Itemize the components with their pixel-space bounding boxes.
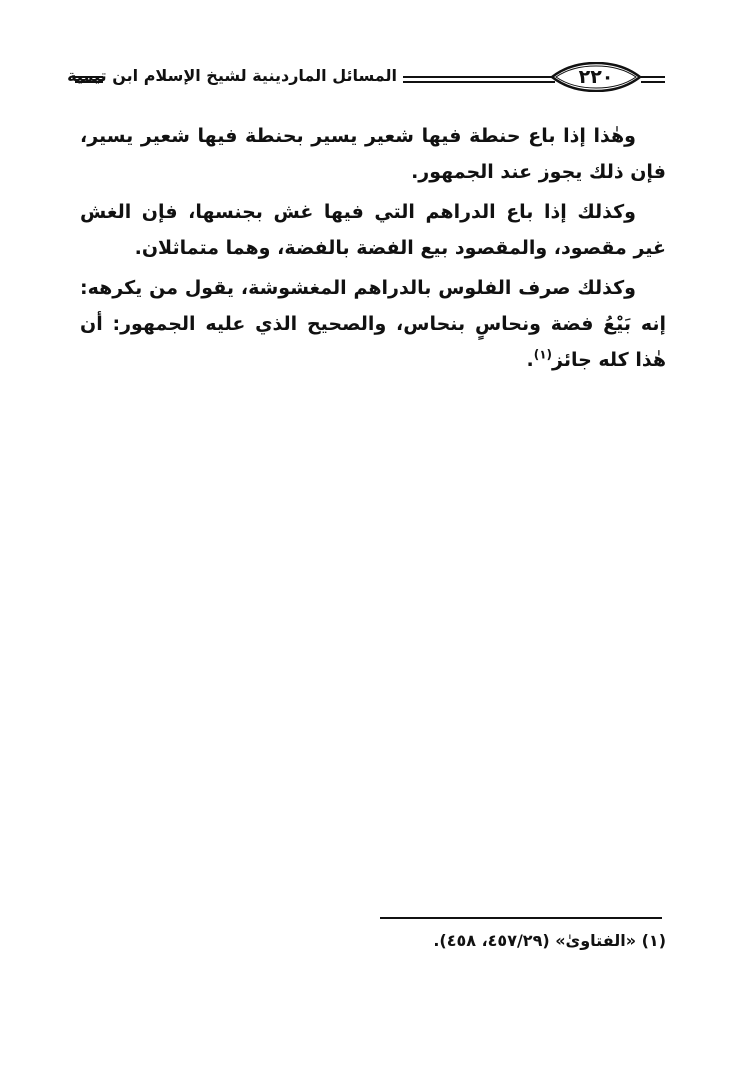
paragraph — [80, 270, 666, 378]
page-number: ٢٢٠ — [578, 66, 614, 88]
page-number-badge — [550, 62, 642, 92]
header-rule-right — [641, 76, 665, 78]
paragraph-end: . — [526, 349, 534, 371]
running-title: المسائل الماردينية لشيخ الإسلام ابن تيمية — [103, 64, 403, 88]
footnote-separator — [380, 917, 662, 919]
paragraph: وكذلك إذا باع الدراهم التي فيها غش بجنسها، فإن الغش غير مقصود، والمقصود بيع الفضة بالفضة، وهما متماثلان. — [80, 201, 666, 259]
footnotes — [80, 926, 666, 956]
main-text — [80, 118, 666, 382]
footnote-item: (١) «الفتاوىٰ» (٤٥٧/٢٩، ٤٥٨). — [433, 931, 666, 950]
paragraph-text: وكذلك صرف الفلوس بالدراهم المغشوشة، يقول من يكرهه: إنه بَيْعُ فضة ونحاسٍ بنحاس، والصحيح الذي عليه الجمهور: أن هٰذا كله جائز — [80, 277, 666, 371]
page-header — [67, 62, 665, 98]
footnote-reference[interactable]: (١) — [533, 347, 552, 362]
paragraph: وهٰذا إذا باع حنطة فيها شعير يسير بحنطة فيها شعير يسير، فإن ذلك يجوز عند الجمهور. — [80, 125, 666, 183]
